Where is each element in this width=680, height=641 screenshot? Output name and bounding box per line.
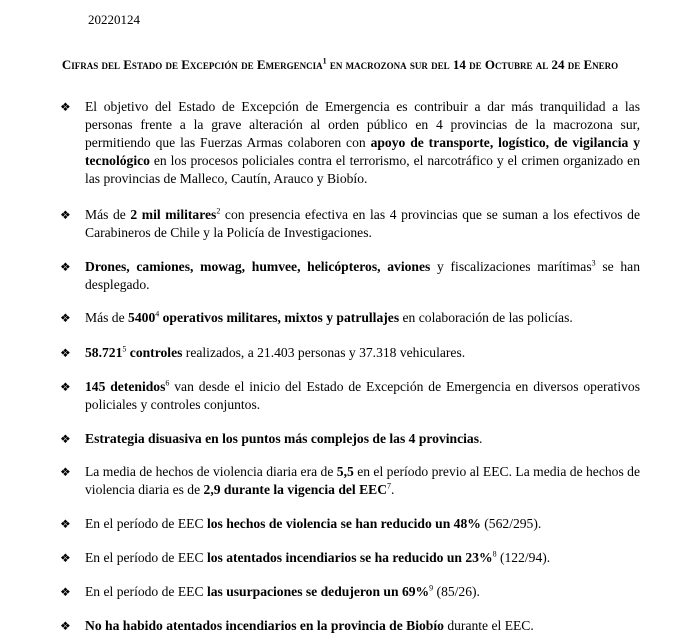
diamond-bullet-icon: ❖ (60, 465, 71, 479)
bullet-item-equipos (60, 258, 640, 294)
title-part-2: en macrozona sur del 14 de Octubre al 24 de Enero (326, 57, 619, 72)
bullet-item-reduccion-incendiarios (60, 549, 640, 567)
bullet-item-detenidos (60, 378, 640, 414)
bullet-text: El objetivo del Estado de Excepción de Emergencia es contribuir a dar más tranquilidad a las personas frente a la grave alteración al orden público en 4 provincias de la macrozona sur, permitiendo que las Fuerzas Armas colaboren con apoyo de transporte, logístico, de vigilancia y tecnológico en los procesos policiales contra el terrorismo, el narcotráfico y el crimen organizado en las provincias de Malleco, Cautín, Arauco y Biobío. (85, 99, 640, 186)
diamond-bullet-icon: ❖ (60, 380, 71, 394)
diamond-bullet-icon: ❖ (60, 100, 71, 114)
bullet-item-operativos (60, 309, 640, 327)
diamond-bullet-icon: ❖ (60, 311, 71, 325)
bullet-item-controles (60, 344, 640, 362)
diamond-bullet-icon: ❖ (60, 551, 71, 565)
bullet-text: Estrategia disuasiva en los puntos más complejos de las 4 provincias. (85, 431, 483, 446)
bullet-text: La media de hechos de violencia diaria era de 5,5 en el período previo al EEC. La media de hechos de violencia diaria es de 2,9 durante la vigencia del EEC$^7$. (85, 464, 640, 497)
document-title (40, 55, 640, 74)
title-part-1: Cifras del Estado de Excepción de Emergencia (61, 57, 323, 72)
diamond-bullet-icon: ❖ (60, 619, 71, 633)
bullet-item-biobio (60, 617, 640, 635)
diamond-bullet-icon: ❖ (60, 260, 71, 274)
bullet-text: Más de 2 mil militares$^2$ con presencia efectiva en las 4 provincias que se suman a los efectivos de Carabineros de Chile y la Policía de Investigaciones. (85, 206, 640, 240)
bullet-item-estrategia (60, 430, 640, 448)
bullet-text: Más de 5400$^4$ operativos militares, mixtos y patrullajes en colaboración de las policías. (85, 309, 573, 325)
bullet-item-usurpaciones (60, 583, 640, 601)
bullet-item-objective (60, 98, 640, 188)
diamond-bullet-icon: ❖ (60, 346, 71, 360)
diamond-bullet-icon: ❖ (60, 585, 71, 599)
bullet-item-militares (60, 206, 640, 242)
bullet-text: En el período de EEC los hechos de violencia se han reducido un 48% (562/295). (85, 516, 542, 531)
diamond-bullet-icon: ❖ (60, 517, 71, 531)
bullet-text: Drones, camiones, mowag, humvee, helicópteros, aviones y fiscalizaciones marítimas$^3$ se han desplegado. (85, 258, 640, 292)
diamond-bullet-icon: ❖ (60, 432, 71, 446)
bullet-text: 145 detenidos$^6$ van desde el inicio del Estado de Excepción de Emergencia en diversos operativos policiales y controles conjuntos. (85, 378, 640, 412)
diamond-bullet-icon: ❖ (60, 208, 71, 222)
bullet-text: 58.721$^5$ controles realizados, a 21.403 personas y 37.318 vehiculares. (85, 344, 466, 360)
bullet-text: En el período de EEC los atentados incendiarios se ha reducido un 23%$^8$ (122/94). (85, 549, 551, 565)
bullet-item-media-violencia (60, 463, 640, 499)
title-footnote-ref: 1 (322, 56, 327, 66)
document-date: 20220124 (88, 12, 140, 27)
bullet-item-reduccion-violencia (60, 515, 640, 533)
bullet-text: En el período de EEC las usurpaciones se dedujeron un 69%$^9$ (85/26). (85, 583, 480, 599)
bullet-text: No ha habido atentados incendiarios en la provincia de Biobío durante el EEC. (85, 618, 534, 633)
